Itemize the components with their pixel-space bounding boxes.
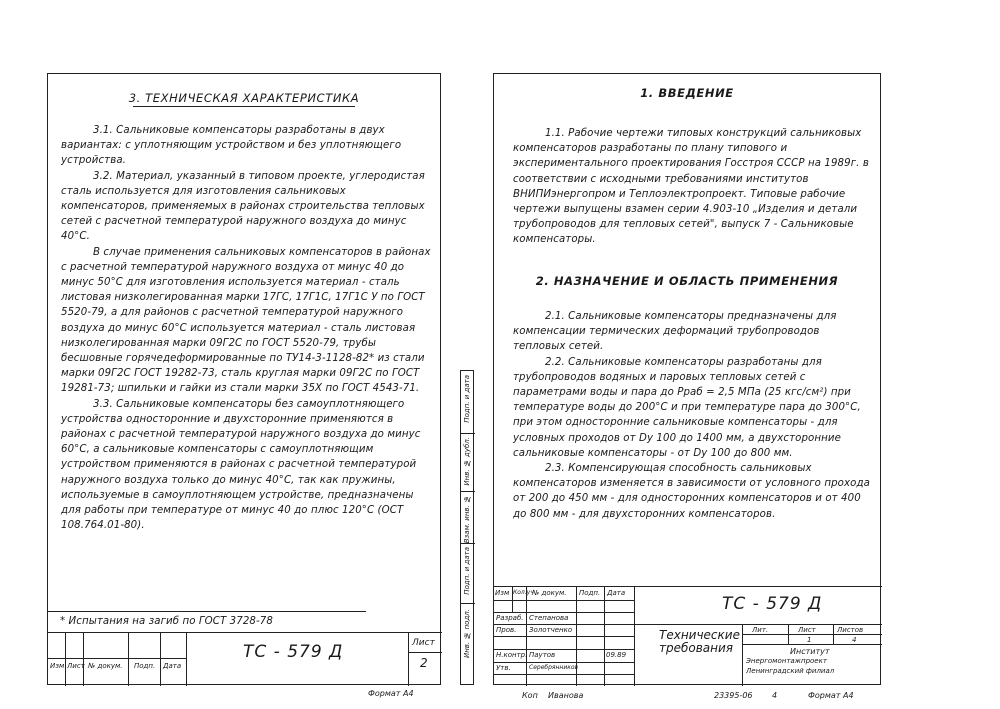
- role-prov: Пров.: [496, 626, 517, 634]
- left-body-text: [61, 123, 434, 533]
- heading-underline: [133, 106, 355, 107]
- h-lit: Лит.: [752, 626, 769, 634]
- para-3-1: 3.1. Сальниковые компенсаторы разработаны в двух вариантах: с уплотняющим устройством и без уплотняющего устройства.: [61, 125, 402, 167]
- left-sheet: [47, 73, 441, 685]
- col-date: Дата: [163, 662, 182, 670]
- col-sign: Подп.: [134, 662, 156, 670]
- right-sheet: [493, 73, 881, 685]
- col-list: Лист: [67, 662, 85, 670]
- r-col-izm: Изм: [495, 589, 510, 597]
- para-3-2: 3.2. Материал, указанный в типовом проекте, углеродистая сталь используется для изготовления сальниковых компенсаторов, применяемых в районах строительства тепловых сетей с расчетной температурой наружного воздуха до минус 40°С.: [61, 170, 425, 243]
- r-col-sign: Подп.: [579, 589, 601, 597]
- name-prov: Золотченко: [529, 626, 573, 634]
- listov-value: 4: [852, 636, 857, 644]
- archive-number: 23395-06: [714, 691, 753, 700]
- footnote: * Испытания на загиб по ГОСТ 3728-78: [60, 616, 273, 627]
- r-col-date: Дата: [607, 589, 626, 597]
- doc-title: Технические требования: [659, 628, 740, 655]
- sign-date: 09.89: [606, 651, 627, 659]
- h-listov: Листов: [837, 626, 864, 634]
- footnote-rule: [48, 611, 366, 612]
- role-utv: Утв.: [496, 664, 511, 672]
- h-list: Лист: [798, 626, 816, 634]
- name-utv: Серебрянников: [529, 664, 579, 671]
- name-nkontr: Паутов: [529, 651, 556, 659]
- para-2-1: 2.1. Сальниковые компенсаторы предназначены для компенсации термических деформаций трубопроводов тепловых сетей.: [513, 311, 837, 353]
- right-body-1: [513, 126, 875, 248]
- para-1-1: 1.1. Рабочие чертежи типовых конструкций сальниковых компенсаторов разработаны по плану типового и экспериментального проектирования Госстроя СССР на 1989г. в соответствии с исходными требованиями институтов ВНИПИэнергопром и Теплоэлектропроект. Типовые рабочие чертежи выпущены взамен серии 4.903-10 „Изделия и детали трубопроводов для тепловых сетей", выпуск 7 - Сальниковые компенсаторы.: [513, 128, 869, 246]
- right-body-2: [513, 309, 875, 522]
- sheet-tag: 4: [772, 691, 778, 700]
- col-izm: Изм: [50, 662, 65, 670]
- sheet-label: Лист: [412, 638, 435, 648]
- r-col-doc: № докум.: [532, 589, 567, 597]
- section-3-heading: 3. ТЕХНИЧЕСКАЯ ХАРАКТЕРИСТИКА: [128, 91, 360, 105]
- org-line-2: Энергомонтажпроект: [746, 657, 827, 665]
- doc-designation: ТС - 579 Д: [243, 642, 344, 662]
- strip-inv-dubl: Инв. № дубл.: [463, 437, 471, 486]
- org-line-3: Ленинградский филиал: [746, 667, 835, 675]
- r-doc-designation: ТС - 579 Д: [722, 594, 823, 614]
- para-2-2: 2.2. Сальниковые компенсаторы разработаны для трубопроводов водяных и паровых тепловых сетей с параметрами воды и пара до Pраб = 2,5 МПа (25 кгс/см²) при температуре воды до 200°С и при температуре пара до 300°С, при этом односторонние сальниковые компенсаторы - для условных проходов от Dy 100 до 1400 мм, а двухсторонние сальниковые компенсаторы - от Dy 100 до 800 мм.: [513, 356, 861, 459]
- strip-sign-date-2: Подп. и дата: [463, 547, 471, 595]
- r-col-kol: Кол.уч: [513, 589, 534, 596]
- para-3-3: 3.3. Сальниковые компенсаторы без самоуплотняющего устройства односторонние и двухсторонние применяются в районах с расчетной температурой наружного воздуха до минус 60°С, а сальниковые компенсаторы с самоуплотняющим устройством применяются в районах с расчетной температурой наружного воздуха только до минус 40°С, так как пружины, используемые в самоуплотняющем устройстве, предназначены для работы при температуре от минус 40 до плюс 120°С (ОСТ 108.764.01-80).: [61, 398, 421, 532]
- strip-sign-date: Подп. и дата: [463, 375, 471, 423]
- sheet-number: 2: [420, 656, 428, 670]
- role-nkontr: Н.контр.: [496, 651, 528, 659]
- list-value: 1: [807, 636, 812, 644]
- strip-inv: Инв. № подл.: [463, 609, 471, 659]
- copied-label: Коп: [522, 691, 538, 700]
- right-format-label: Формат А4: [808, 691, 854, 700]
- section-1-heading: 1. ВВЕДЕНИЕ: [640, 86, 734, 100]
- strip-vzam: Взам. инв. №: [463, 495, 471, 544]
- section-2-heading: 2. НАЗНАЧЕНИЕ И ОБЛАСТЬ ПРИМЕНЕНИЯ: [535, 274, 839, 288]
- left-format-label: Формат А4: [368, 689, 414, 698]
- para-3-2-cont: В случае применения сальниковых компенсаторов в районах с расчетной температурой наружного воздуха от минус 40 до минус 50°С для изготовления используется материал - сталь листовая низколегированная марки 17ГС, 17Г1С, 17Г1С У по ГОСТ 5520-79, а для районов с расчетной температурой наружного воздуха до минус 60°С используется материал - сталь листовая низколегированная марки 09Г2С по ГОСТ 5520-79, трубы бесшовные горячедеформированные по ТУ14-3-1128-82* из стали марки 09Г2С ГОСТ 19282-73, сталь круглая марки 09Г2С по ГОСТ 19281-73; шпильки и гайки из стали марки 35Х по ГОСТ 4543-71.: [61, 246, 431, 395]
- name-razrab: Степанова: [529, 614, 569, 622]
- side-strip: [460, 370, 474, 685]
- role-razrab: Разраб.: [496, 614, 524, 622]
- copier-name: Иванова: [548, 691, 584, 700]
- org-line-1: Институт: [790, 647, 830, 656]
- para-2-3: 2.3. Компенсирующая способность сальниковых компенсаторов изменяется в зависимости от условного прохода от 200 до 450 мм - для односторонних компенсаторов и от 400 до 800 мм - для двухсторонних компенсаторов.: [513, 463, 870, 520]
- col-doc: № докум.: [88, 662, 123, 670]
